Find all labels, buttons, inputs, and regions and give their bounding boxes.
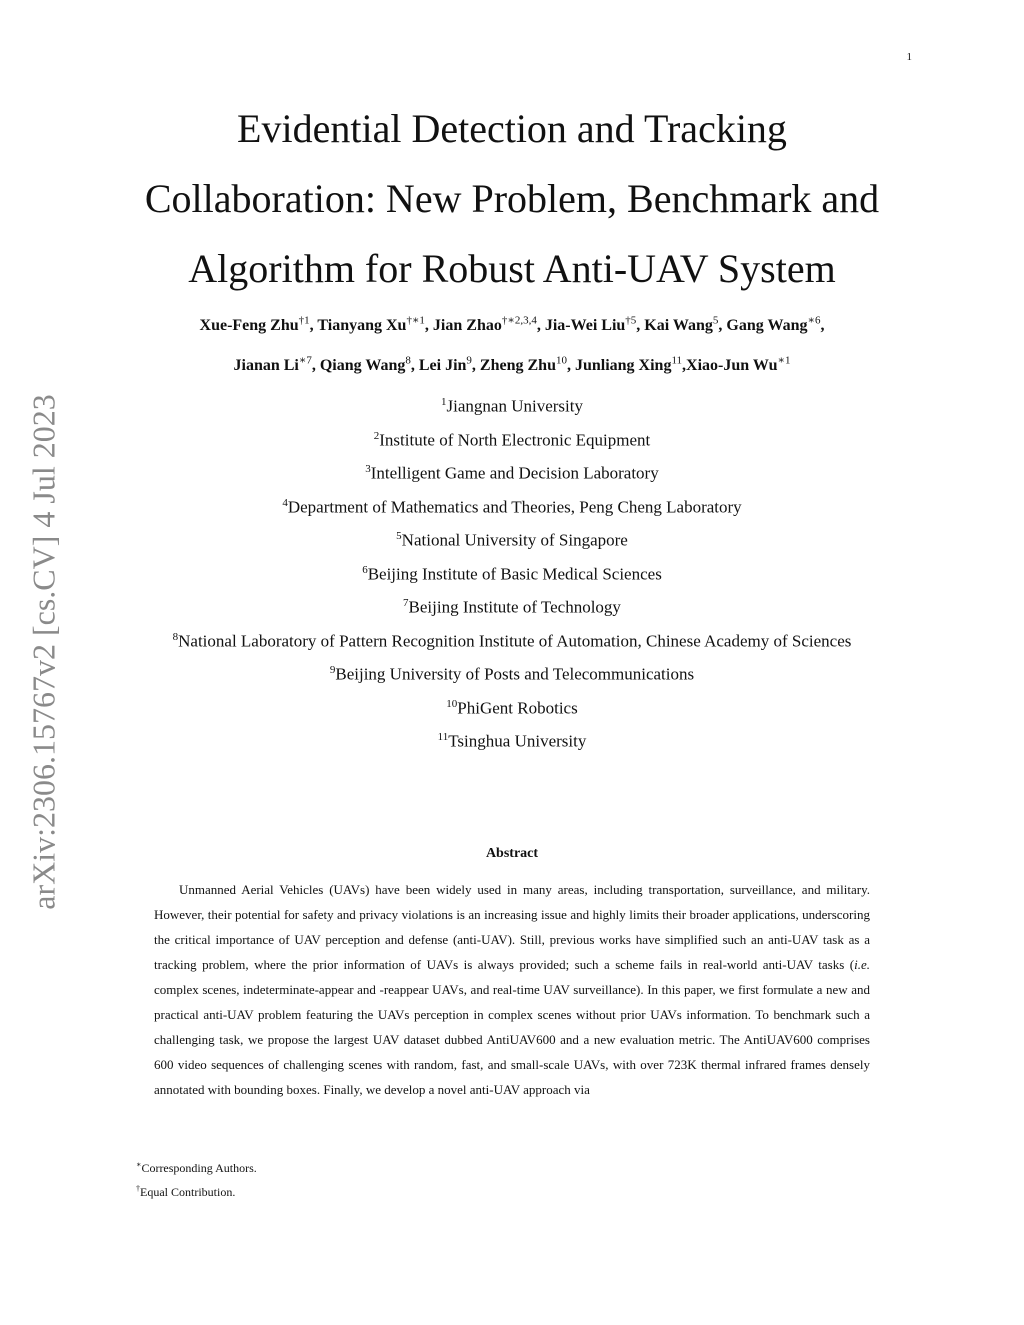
author-name: Xue-Feng Zhu: [199, 317, 299, 335]
affiliation-name: Beijing Institute of Technology: [408, 597, 621, 617]
author-name: Jian Zhao: [432, 317, 502, 335]
author-line: [110, 343, 914, 382]
author-affiliation-mark: ∗7: [298, 354, 312, 367]
page-number: 1: [906, 51, 912, 63]
author-name: Junliang Xing: [574, 356, 672, 374]
footnote: [136, 1156, 736, 1180]
footnotes: [136, 1156, 736, 1204]
author-separator: ,: [536, 317, 545, 335]
affiliation: [60, 621, 964, 655]
affiliation-name: National Laboratory of Pattern Recognition Institute of Automation, Chinese Academy of Sciences: [178, 631, 852, 651]
author-separator: ,: [820, 317, 825, 335]
affiliation-number: 7: [403, 597, 409, 609]
affiliation: [60, 420, 964, 454]
affiliation-name: Tsinghua University: [448, 731, 587, 751]
affiliation-number: 8: [172, 630, 179, 643]
author: [644, 317, 726, 334]
author: [686, 354, 791, 374]
author-separator: ,: [566, 356, 575, 374]
author: [418, 354, 480, 374]
affiliation: [60, 654, 964, 688]
author-name: Lei Jin: [418, 356, 467, 374]
abstract-text: complex scenes, indeterminate-appear and -reappear UAVs, and real-time UAV surveillance). In this paper, we first formulate a new and practical anti-UAV problem featuring the UAVs perception in complex scenes without prior UAVs information. To benchmark such a challenging task, we propose the largest UAV dataset dubbed AntiUAV600 and a new evaluation metric. The AntiUAV600 comprises 600 video sequences of challenging scenes with random, fast, and small-scale UAVs, with over 723K thermal infrared frames densely annotated with bounding boxes. Finally, we develop a novel anti-UAV approach via: [154, 982, 870, 1097]
affiliation: [60, 520, 964, 554]
author-name: Xiao-Jun Wu: [686, 356, 778, 374]
author-affiliation-mark: †5: [625, 315, 637, 327]
author-name: Gang Wang: [726, 317, 808, 335]
author: [233, 354, 320, 374]
affiliation-name: Institute of North Electronic Equipment: [379, 430, 651, 450]
author-name: Qiang Wang: [319, 356, 406, 374]
author-line: [110, 304, 914, 343]
author-name: Jia-Wei Liu: [544, 317, 626, 335]
abstract-italic-ie: i.e.: [854, 957, 870, 972]
abstract-text: Unmanned Aerial Vehicles (UAVs) have been widely used in many areas, including transportation, surveillance, and military. However, their potential for safety and privacy violations is an increasing issue and highly limits their broader applications, underscoring the critical importance of UAV perception and defense (anti-UAV). Still, previous works have simplified such an anti-UAV task as a tracking problem, where the prior information of UAVs is always provided; such a scheme fails in real-world anti-UAV tasks (: [154, 882, 870, 972]
author-separator: ,: [718, 317, 727, 335]
abstract-heading: Abstract: [485, 846, 539, 861]
author-affiliation-mark: 8: [405, 354, 411, 367]
affiliation-number: 10: [446, 697, 458, 710]
author-separator: ,: [471, 356, 480, 374]
author-separator: ,: [410, 356, 419, 374]
title-line: Evidential Detection and Tracking: [237, 106, 787, 151]
author: [726, 317, 824, 334]
affiliation-number: 1: [441, 396, 447, 408]
affiliation-name: Jiangnan University: [446, 396, 583, 416]
author-affiliation-mark: †1: [298, 315, 310, 327]
author-affiliation-mark: ∗1: [777, 354, 791, 367]
footnote-mark: ∗: [136, 1160, 142, 1169]
affiliation: [60, 587, 964, 621]
affiliation: [60, 386, 964, 420]
author-affiliation-mark: 9: [466, 354, 472, 367]
title-line: Collaboration: New Problem, Benchmark and: [144, 176, 880, 221]
affiliation: [60, 487, 964, 521]
author-affiliation-mark: †∗2,3,4: [501, 315, 537, 327]
affiliation-name: Beijing Institute of Basic Medical Sciences: [367, 564, 662, 584]
affiliation-number: 4: [282, 496, 288, 509]
author-separator: ,: [682, 356, 687, 374]
author-name: Tianyang Xu: [317, 317, 407, 335]
affiliation-name: Intelligent Game and Decision Laboratory: [370, 463, 659, 483]
author-separator: ,: [311, 356, 320, 374]
affiliation-name: Beijing University of Posts and Telecommunications: [335, 664, 695, 684]
affiliation-number: 9: [329, 664, 336, 676]
affiliation: [60, 721, 964, 755]
affiliation: [60, 554, 964, 588]
author: [319, 354, 419, 374]
author-separator: ,: [309, 317, 318, 335]
author-list: [110, 304, 914, 383]
affiliation-name: National University of Singapore: [401, 530, 628, 550]
abstract-body: [154, 877, 870, 1102]
author-affiliation-mark: 5: [712, 315, 719, 327]
author-affiliation-mark: 11: [671, 354, 683, 367]
author-separator: ,: [424, 317, 433, 335]
footnote-text: Corresponding Authors.: [141, 1161, 257, 1175]
author-separator: ,: [636, 317, 645, 335]
author: [200, 317, 318, 334]
affiliation-number: 2: [373, 429, 380, 442]
author-name: Jianan Li: [233, 356, 299, 374]
author: [479, 354, 575, 374]
arxiv-identifier: arXiv:2306.15767v2 [cs.CV] 4 Jul 2023: [25, 394, 62, 910]
affiliation-number: 6: [362, 563, 368, 576]
author-affiliation-mark: 10: [555, 354, 567, 367]
affiliation-list: [60, 386, 964, 755]
affiliation: [60, 688, 964, 722]
footnote: [136, 1180, 736, 1204]
affiliation-name: Department of Mathematics and Theories, Peng Cheng Laboratory: [287, 497, 742, 517]
affiliation-number: 5: [396, 530, 402, 542]
author-name: Kai Wang: [644, 317, 713, 335]
author-name: Zheng Zhu: [479, 356, 556, 374]
affiliation-number: 3: [365, 463, 371, 475]
paper-title: [80, 94, 944, 304]
affiliation-name: PhiGent Robotics: [457, 698, 578, 718]
author: [317, 317, 433, 334]
footnote-text: Equal Contribution.: [140, 1185, 236, 1199]
footnote-mark: †: [136, 1184, 140, 1193]
author: [433, 317, 545, 334]
affiliation-number: 11: [437, 731, 449, 743]
author-affiliation-mark: ∗6: [807, 315, 821, 327]
author: [545, 317, 644, 334]
author: [574, 354, 687, 374]
author-affiliation-mark: †∗1: [406, 315, 425, 327]
title-line: Algorithm for Robust Anti-UAV System: [188, 246, 836, 291]
affiliation: [60, 453, 964, 487]
